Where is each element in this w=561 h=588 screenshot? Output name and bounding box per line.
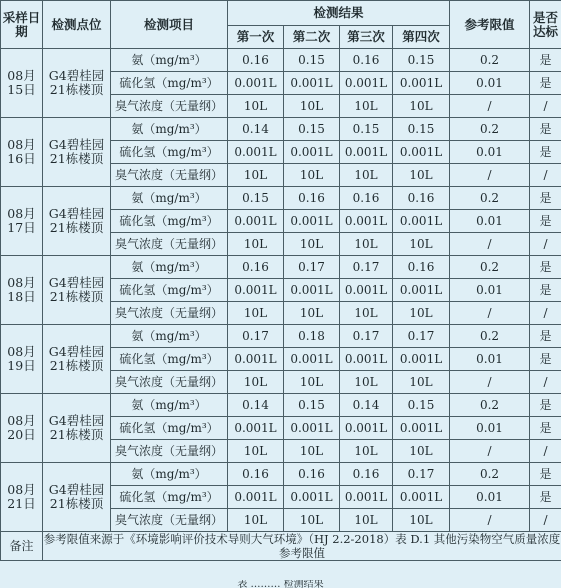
test-item: 氨（mg/m³） [111,187,228,210]
compliance-status: 是 [530,141,561,164]
test-item: 臭气浓度（无量纲） [111,95,228,118]
reference-limit: / [450,95,530,118]
result-value-4: 0.15 [393,49,450,72]
result-value-3: 10L [340,440,393,463]
reference-limit: / [450,371,530,394]
result-value-3: 0.14 [340,394,393,417]
result-value-1: 10L [228,233,284,256]
result-value-4: 0.17 [393,325,450,348]
result-value-1: 10L [228,302,284,325]
result-value-1: 0.14 [228,118,284,141]
result-value-3: 0.16 [340,463,393,486]
result-value-2: 0.16 [284,187,340,210]
result-value-2: 0.001L [284,486,340,509]
result-value-2: 0.001L [284,348,340,371]
sample-date: 08月17日 [1,187,43,256]
test-item: 硫化氢（mg/m³） [111,141,228,164]
monitoring-point: G4碧桂园21栋楼顶 [43,118,111,187]
result-value-2: 0.001L [284,72,340,95]
monitoring-point: G4碧桂园21栋楼顶 [43,187,111,256]
result-value-1: 0.001L [228,279,284,302]
result-value-2: 10L [284,509,340,532]
compliance-status: / [530,95,561,118]
reference-limit: 0.2 [450,394,530,417]
compliance-status: / [530,371,561,394]
test-item: 氨（mg/m³） [111,256,228,279]
result-value-2: 10L [284,440,340,463]
result-value-1: 10L [228,371,284,394]
result-value-2: 0.15 [284,118,340,141]
test-item: 臭气浓度（无量纲） [111,440,228,463]
result-value-2: 10L [284,95,340,118]
result-value-1: 0.16 [228,49,284,72]
reference-limit: 0.2 [450,256,530,279]
reference-limit: / [450,164,530,187]
header-results: 检测结果 [228,1,450,26]
result-value-2: 10L [284,164,340,187]
result-value-4: 10L [393,440,450,463]
result-value-3: 0.001L [340,486,393,509]
compliance-status: 是 [530,187,561,210]
header-item: 检测项目 [111,1,228,49]
result-value-4: 10L [393,164,450,187]
result-value-3: 10L [340,371,393,394]
table-row [1,49,561,72]
result-value-2: 10L [284,233,340,256]
result-value-4: 10L [393,509,450,532]
header-run-4: 第四次 [393,26,450,49]
result-value-2: 0.16 [284,463,340,486]
test-item: 硫化氢（mg/m³） [111,486,228,509]
header-run-1: 第一次 [228,26,284,49]
result-value-1: 10L [228,95,284,118]
compliance-status: 是 [530,417,561,440]
compliance-status: / [530,233,561,256]
reference-limit: / [450,509,530,532]
result-value-2: 10L [284,371,340,394]
result-value-1: 0.16 [228,256,284,279]
table-row [1,187,561,210]
result-value-4: 10L [393,302,450,325]
result-value-1: 0.001L [228,210,284,233]
result-value-3: 10L [340,95,393,118]
test-item: 氨（mg/m³） [111,49,228,72]
result-value-1: 0.14 [228,394,284,417]
test-item: 臭气浓度（无量纲） [111,164,228,187]
result-value-3: 10L [340,164,393,187]
header-run-3: 第三次 [340,26,393,49]
result-value-4: 0.15 [393,394,450,417]
table-row [1,325,561,348]
test-item: 氨（mg/m³） [111,394,228,417]
result-value-1: 0.001L [228,348,284,371]
compliance-status: / [530,164,561,187]
result-value-2: 0.001L [284,417,340,440]
monitoring-point: G4碧桂园21栋楼顶 [43,463,111,532]
table-row [1,394,561,417]
test-item: 硫化氢（mg/m³） [111,210,228,233]
result-value-1: 10L [228,440,284,463]
result-value-1: 0.15 [228,187,284,210]
compliance-status: 是 [530,463,561,486]
result-value-4: 10L [393,371,450,394]
result-value-4: 0.001L [393,279,450,302]
compliance-status: 是 [530,256,561,279]
reference-limit: 0.2 [450,118,530,141]
result-value-3: 10L [340,509,393,532]
header-date: 采样日期 [1,1,43,49]
test-item: 氨（mg/m³） [111,325,228,348]
compliance-status: 是 [530,49,561,72]
reference-limit: 0.01 [450,348,530,371]
result-value-4: 0.16 [393,187,450,210]
result-value-1: 10L [228,164,284,187]
result-value-4: 10L [393,233,450,256]
result-value-2: 0.001L [284,141,340,164]
result-value-1: 0.001L [228,417,284,440]
result-value-2: 0.15 [284,49,340,72]
compliance-status: 是 [530,279,561,302]
result-value-3: 0.001L [340,348,393,371]
result-value-1: 0.001L [228,72,284,95]
compliance-status: / [530,440,561,463]
monitoring-point: G4碧桂园21栋楼顶 [43,325,111,394]
result-value-3: 0.001L [340,417,393,440]
reference-limit: 0.2 [450,463,530,486]
test-item: 臭气浓度（无量纲） [111,302,228,325]
result-value-3: 10L [340,233,393,256]
result-value-4: 0.001L [393,417,450,440]
test-item: 硫化氢（mg/m³） [111,279,228,302]
table-row [1,118,561,141]
compliance-status: 是 [530,394,561,417]
compliance-status: / [530,509,561,532]
compliance-status: 是 [530,348,561,371]
table-row [1,463,561,486]
reference-limit: 0.01 [450,486,530,509]
reference-limit: 0.01 [450,210,530,233]
header-pass: 是否达标 [530,1,561,49]
header-limit: 参考限值 [450,1,530,49]
result-value-1: 10L [228,509,284,532]
result-value-3: 0.16 [340,49,393,72]
result-value-4: 0.001L [393,486,450,509]
table-row [1,256,561,279]
table-body [1,49,561,532]
sample-date: 08月15日 [1,49,43,118]
sample-date: 08月16日 [1,118,43,187]
result-value-1: 0.001L [228,141,284,164]
sample-date: 08月18日 [1,256,43,325]
result-value-2: 10L [284,302,340,325]
result-value-4: 0.17 [393,463,450,486]
test-item: 氨（mg/m³） [111,118,228,141]
result-value-4: 10L [393,95,450,118]
result-value-2: 0.001L [284,279,340,302]
header-point: 检测点位 [43,1,111,49]
table-caption: 表 ……… 检测结果 [237,580,324,588]
result-value-4: 0.001L [393,141,450,164]
compliance-status: 是 [530,210,561,233]
sample-date: 08月20日 [1,394,43,463]
result-value-3: 0.001L [340,72,393,95]
reference-limit: 0.01 [450,279,530,302]
reference-limit: 0.01 [450,417,530,440]
result-value-3: 10L [340,302,393,325]
result-value-3: 0.001L [340,210,393,233]
test-item: 臭气浓度（无量纲） [111,371,228,394]
test-item: 臭气浓度（无量纲） [111,509,228,532]
result-value-2: 0.17 [284,256,340,279]
note-label: 备注 [1,532,43,561]
note-text: 参考限值来源于《环境影响评价技术导则大气环境》（HJ 2.2-2018）表 D.1 其他污染物空气质量浓度参考限值 [43,532,561,560]
result-value-2: 0.001L [284,210,340,233]
reference-limit: 0.2 [450,325,530,348]
compliance-status: 是 [530,118,561,141]
reference-limit: 0.2 [450,187,530,210]
result-value-1: 0.16 [228,463,284,486]
reference-limit: 0.2 [450,49,530,72]
result-value-2: 0.15 [284,394,340,417]
test-item: 臭气浓度（无量纲） [111,233,228,256]
result-value-2: 0.18 [284,325,340,348]
monitoring-point: G4碧桂园21栋楼顶 [43,49,111,118]
test-item: 硫化氢（mg/m³） [111,72,228,95]
result-value-3: 0.001L [340,141,393,164]
result-value-4: 0.001L [393,72,450,95]
sample-date: 08月19日 [1,325,43,394]
result-value-4: 0.15 [393,118,450,141]
reference-limit: 0.01 [450,72,530,95]
sample-date: 08月21日 [1,463,43,532]
test-item: 氨（mg/m³） [111,463,228,486]
result-value-4: 0.001L [393,348,450,371]
result-value-4: 0.001L [393,210,450,233]
monitoring-point: G4碧桂园21栋楼顶 [43,394,111,463]
reference-limit: / [450,440,530,463]
result-value-4: 0.16 [393,256,450,279]
result-value-3: 0.001L [340,279,393,302]
header-run-2: 第二次 [284,26,340,49]
reference-limit: / [450,233,530,256]
result-value-3: 0.17 [340,256,393,279]
compliance-status: / [530,302,561,325]
test-item: 硫化氢（mg/m³） [111,417,228,440]
compliance-status: 是 [530,486,561,509]
result-value-1: 0.001L [228,486,284,509]
monitoring-point: G4碧桂园21栋楼顶 [43,256,111,325]
reference-limit: / [450,302,530,325]
compliance-status: 是 [530,325,561,348]
reference-limit: 0.01 [450,141,530,164]
result-value-3: 0.16 [340,187,393,210]
result-value-1: 0.17 [228,325,284,348]
result-value-3: 0.15 [340,118,393,141]
test-item: 硫化氢（mg/m³） [111,348,228,371]
result-value-3: 0.17 [340,325,393,348]
compliance-status: 是 [530,72,561,95]
